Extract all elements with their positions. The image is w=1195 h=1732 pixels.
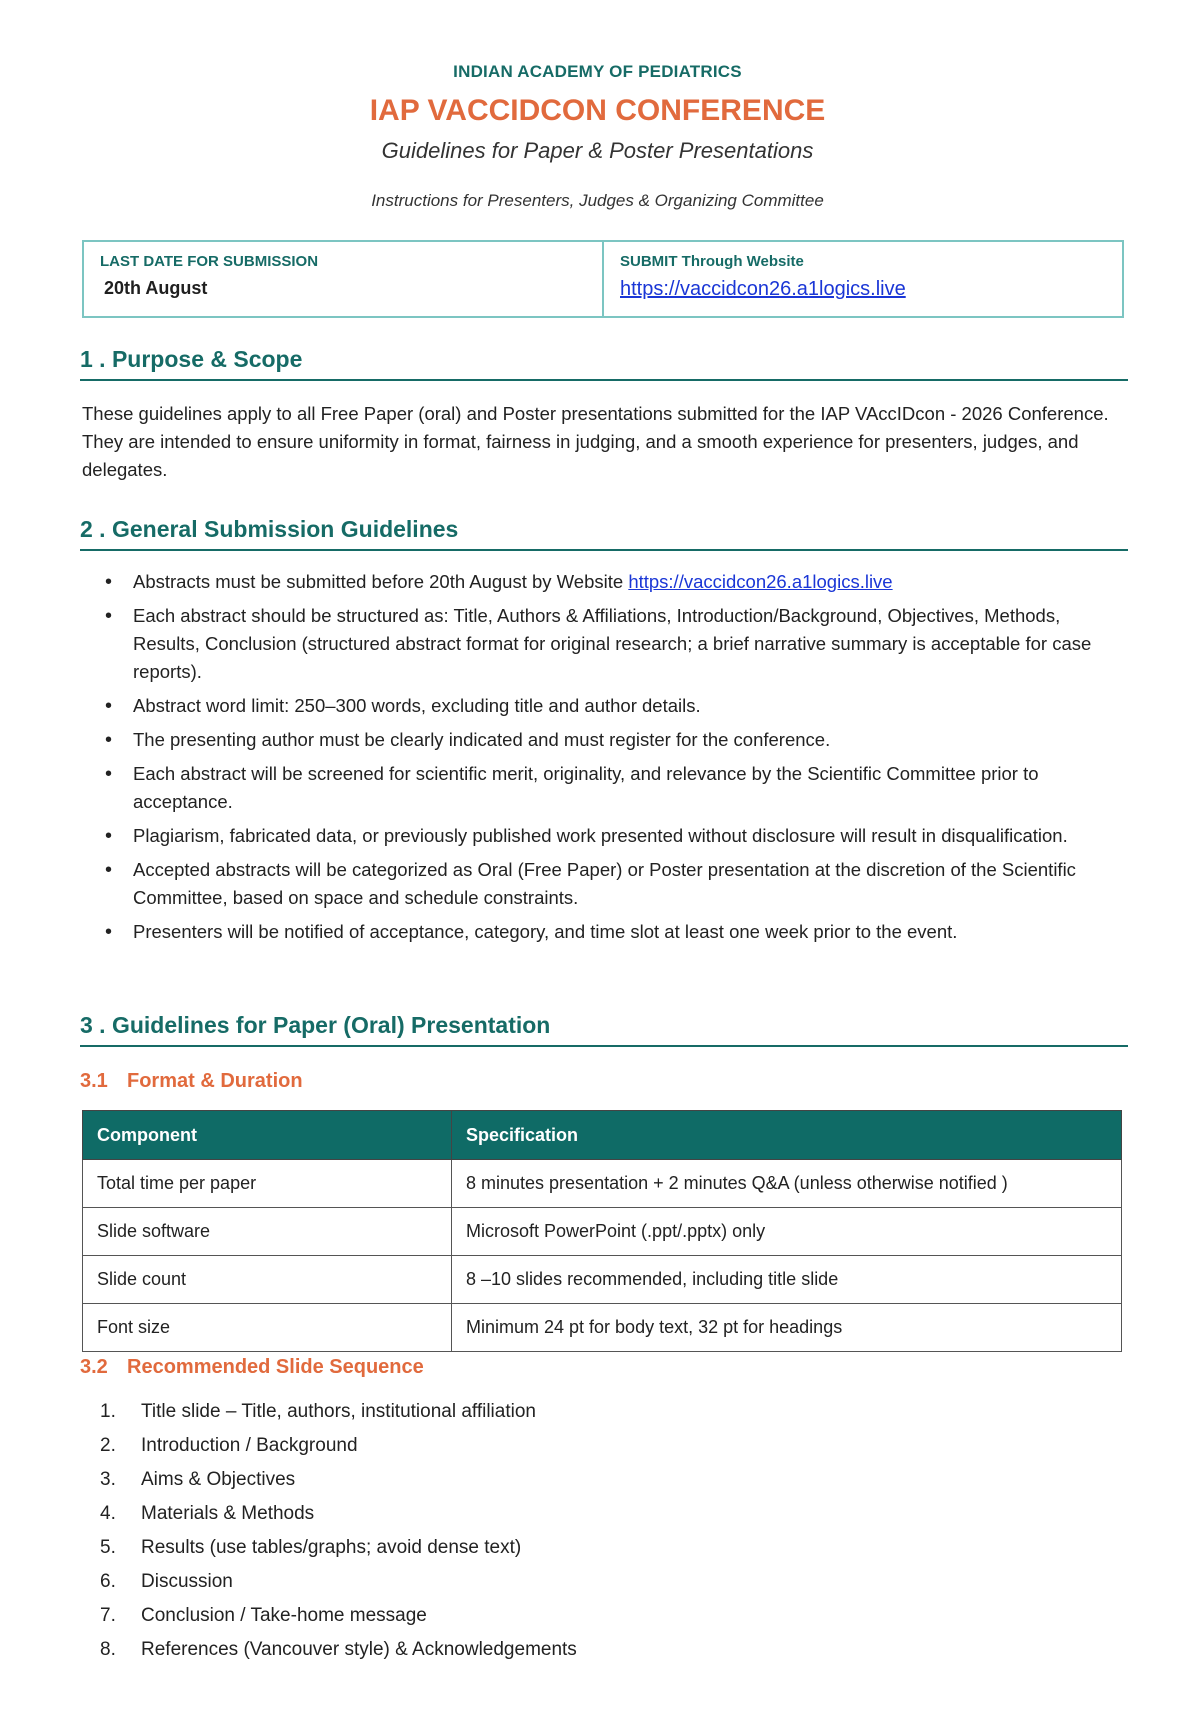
deadline-cell <box>84 242 602 316</box>
table-cell: Total time per paper <box>83 1160 452 1208</box>
item-text: References (Vancouver style) & Acknowledgements <box>141 1639 577 1660</box>
item-text: Results (use tables/graphs; avoid dense text) <box>141 1537 522 1558</box>
subsection-3-1-heading <box>80 1070 303 1093</box>
list-item: • The presenting author must be clearly indicated and must register for the conference. <box>105 726 1105 754</box>
item-number: 6. <box>100 1571 116 1592</box>
subsection-title: Recommended Slide Sequence <box>127 1356 424 1378</box>
list-item <box>100 1531 577 1565</box>
table-cell: Microsoft PowerPoint (.ppt/.pptx) only <box>452 1208 1122 1256</box>
list-item: • Presenters will be notified of acceptance, category, and time slot at least one week prior to the event. <box>105 918 1105 946</box>
section-1-title: 1 . Purpose & Scope <box>80 346 303 372</box>
item-text: Conclusion / Take-home message <box>141 1605 427 1626</box>
item-number: 1. <box>100 1401 116 1422</box>
list-item: • Plagiarism, fabricated data, or previously published work presented without disclosure will result in disqualification. <box>105 822 1105 850</box>
subsection-number: 3.1 <box>80 1070 108 1092</box>
deadline-value: 20th August <box>104 278 208 298</box>
list-item <box>100 1429 577 1463</box>
item-number: 4. <box>100 1503 116 1524</box>
submit-label: SUBMIT Through Website <box>620 253 804 270</box>
list-item: • Each abstract should be structured as: Title, Authors & Affiliations, Introduction/Background, Objectives, Methods, Results, Conclusion (structured abstract format for original research; a brief narrative summary is acceptable for case reports). <box>105 602 1105 686</box>
table-row <box>83 1160 1122 1208</box>
table-row <box>83 1304 1122 1352</box>
list-item <box>100 1395 577 1429</box>
conference-title: IAP VACCIDCON CONFERENCE <box>369 94 826 127</box>
slide-sequence-list <box>100 1395 577 1667</box>
list-item-text: Abstracts must be submitted before 20th August by Website <box>133 571 629 592</box>
item-number: 7. <box>100 1605 116 1626</box>
submit-cell <box>602 242 1122 316</box>
subsection-number: 3.2 <box>80 1356 108 1378</box>
item-number: 5. <box>100 1537 116 1558</box>
item-text: Title slide – Title, authors, institutional affiliation <box>141 1401 536 1422</box>
table-cell: Slide count <box>83 1256 452 1304</box>
section-2-heading <box>80 516 1128 551</box>
table-cell: Minimum 24 pt for body text, 32 pt for headings <box>452 1304 1122 1352</box>
deadline-label: LAST DATE FOR SUBMISSION <box>100 253 319 270</box>
item-number: 2. <box>100 1435 116 1456</box>
table-header-row <box>83 1111 1122 1160</box>
list-item: • Abstract word limit: 250–300 words, excluding title and author details. <box>105 692 1105 720</box>
submission-website-link[interactable]: https://vaccidcon26.a1logics.live <box>620 278 906 300</box>
column-header: Component <box>83 1111 452 1160</box>
list-item <box>100 1497 577 1531</box>
website-link[interactable]: https://vaccidcon26.a1logics.live <box>628 571 893 592</box>
section-3-heading <box>80 1012 1128 1047</box>
format-duration-table <box>82 1110 1122 1352</box>
item-number: 8. <box>100 1639 116 1660</box>
item-text: Aims & Objectives <box>141 1469 296 1490</box>
item-text: Discussion <box>141 1571 233 1592</box>
column-header: Specification <box>452 1111 1122 1160</box>
list-item: • Each abstract will be screened for scientific merit, originality, and relevance by the Scientific Committee prior to acceptance. <box>105 760 1105 816</box>
table-cell: 8 minutes presentation + 2 minutes Q&A (unless otherwise notified ) <box>452 1160 1122 1208</box>
section-2-title: 2 . General Submission Guidelines <box>80 516 459 542</box>
subsection-3-2-heading <box>80 1356 424 1379</box>
list-item <box>105 568 1105 596</box>
audience-note: Instructions for Presenters, Judges & Organizing Committee <box>371 191 824 210</box>
list-item: • Accepted abstracts will be categorized as Oral (Free Paper) or Poster presentation at the discretion of the Scientific Committee, based on space and schedule constraints. <box>105 856 1105 912</box>
subsection-title: Format & Duration <box>127 1070 303 1092</box>
submission-info-box <box>82 240 1124 318</box>
table-cell: Font size <box>83 1304 452 1352</box>
section-1-heading <box>80 346 1128 381</box>
document-subtitle: Guidelines for Paper & Poster Presentations <box>381 138 814 163</box>
list-item <box>100 1565 577 1599</box>
section-3-title: 3 . Guidelines for Paper (Oral) Presentation <box>80 1012 551 1038</box>
table-cell: Slide software <box>83 1208 452 1256</box>
item-text: Introduction / Background <box>141 1435 358 1456</box>
list-item <box>100 1463 577 1497</box>
list-item <box>100 1633 577 1667</box>
table-row <box>83 1256 1122 1304</box>
organization-name: INDIAN ACADEMY OF PEDIATRICS <box>453 62 742 81</box>
table-cell: 8 –10 slides recommended, including title slide <box>452 1256 1122 1304</box>
list-item <box>100 1599 577 1633</box>
submission-guidelines-list <box>105 568 1105 952</box>
purpose-paragraph: These guidelines apply to all Free Paper (oral) and Poster presentations submitted for the IAP VAccIDcon - 2026 Conference. They are intended to ensure uniformity in format, fairness in judging, and a smooth experience for presenters, judges, and delegates. <box>82 403 1109 480</box>
item-number: 3. <box>100 1469 116 1490</box>
table-row <box>83 1208 1122 1256</box>
item-text: Materials & Methods <box>141 1503 315 1524</box>
